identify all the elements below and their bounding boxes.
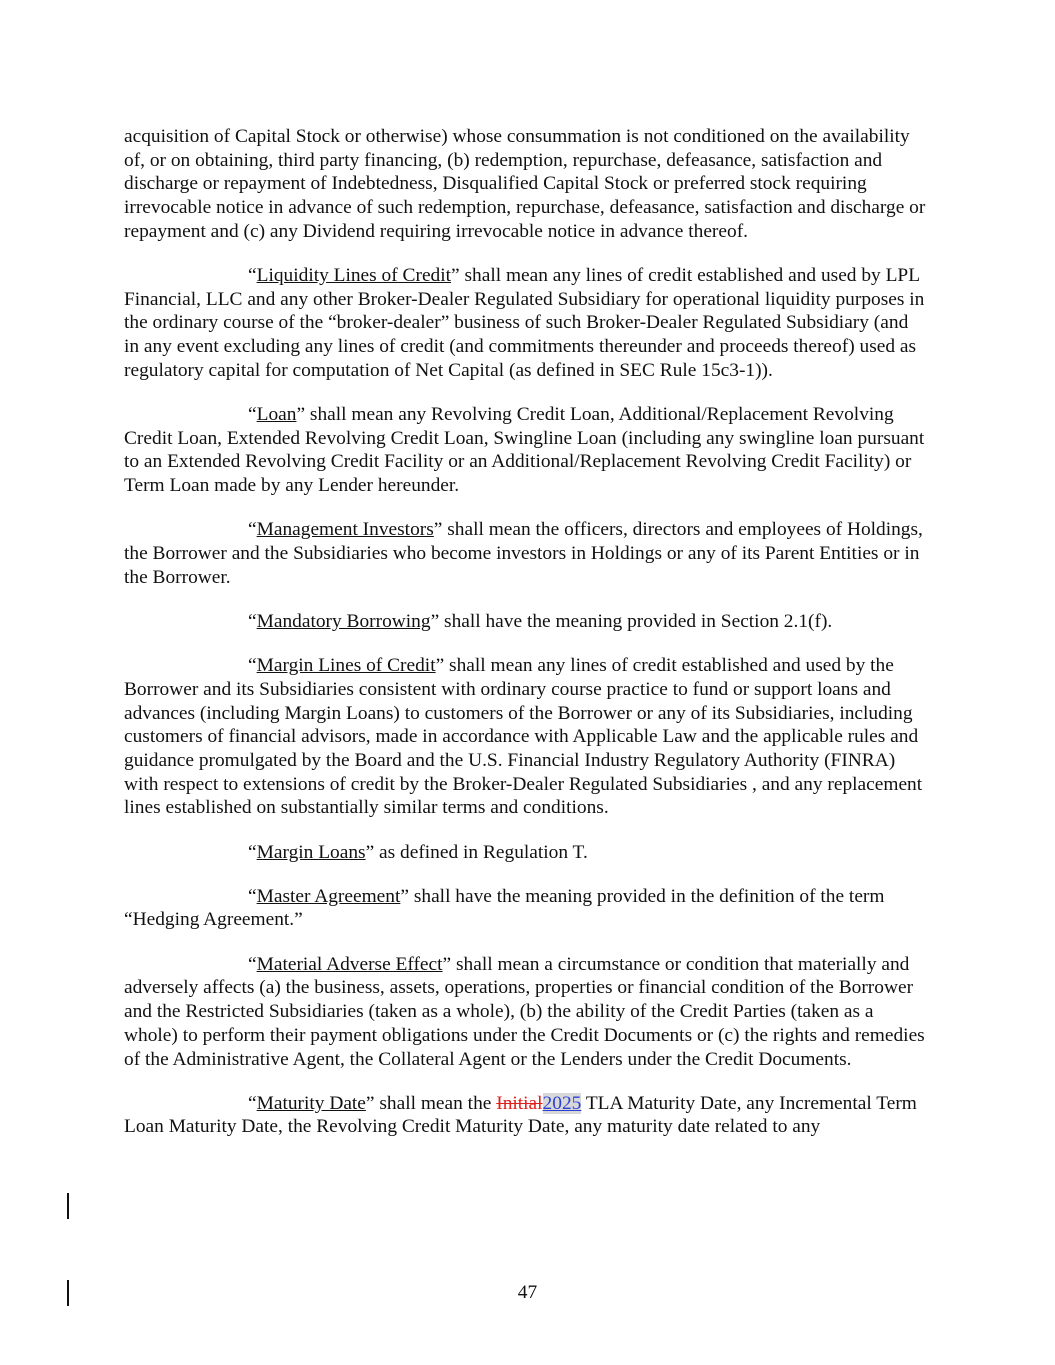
- defined-term: Material Adverse Effect: [256, 953, 443, 975]
- definition-margin-loans: “Margin Loans” as defined in Regulation T.: [248, 841, 588, 863]
- defined-term: Mandatory Borrowing: [256, 610, 431, 632]
- defined-term: Margin Lines of Credit: [256, 655, 436, 677]
- definition-margin-lines-of-credit: “Margin Lines of Credit” shall mean any lines of credit established and used by the Borrower and its Subsidiaries consistent with ordinary course practice to fund or support loans and advances (including Margin Loans) to customers of the Borrower or any of its Subsidiaries, including customers of financial advisors, made in accordance with Applicable Law and the applicable rules and guidance promulgated by the Board and the U.S. Financial Industry Regulatory Authority (FINRA) with respect to extensions of credit by the Broker-Dealer Regulated Subsidiaries , and any replacement lines established on substantially similar terms and conditions.: [124, 655, 923, 819]
- defined-term: Maturity Date: [256, 1092, 366, 1114]
- change-bar: [67, 1193, 69, 1219]
- defined-term: Loan: [256, 404, 297, 426]
- intro-paragraph: acquisition of Capital Stock or otherwise) whose consummation is not conditioned on the availability of, or on obtaining, third party financing, (b) redemption, repurchase, defeasance, satisfaction and discharge or repayment of Indebtedness, Disqualified Capital Stock or preferred stock requiring irrevocable notice in advance of such redemption, repurchase, defeasance, satisfaction and discharge or repayment and (c) any Dividend requiring irrevocable notice in advance thereof.: [124, 126, 926, 242]
- definition-liquidity-lines-of-credit: “Liquidity Lines of Credit” shall mean any lines of credit established and used by LPL Financial, LLC and any other Broker-Dealer Regulated Subsidiary for operational liquidity purposes in the ordinary course of the “broker-dealer” business of such Broker-Dealer Regulated Subsidiary (and in any event excluding any lines of credit (and commitments thereunder and proceeds thereof) used as regulatory capital for computation of Net Capital (as defined in SEC Rule 15c3-1)).: [124, 265, 925, 381]
- defined-term: Liquidity Lines of Credit: [256, 265, 452, 287]
- inserted-text: 2025: [542, 1092, 582, 1114]
- document-body: [124, 125, 926, 1160]
- defined-term: Master Agreement: [256, 885, 401, 907]
- definition-loan: “Loan” shall mean any Revolving Credit Loan, Additional/Replacement Revolving Credit Loan, Extended Revolving Credit Loan, Swingline Loan (including any swingline loan pursuant to an Extended Revolving Credit Facility or an Additional/Replacement Revolving Credit Facility) or Term Loan made by any Lender hereunder.: [124, 404, 925, 497]
- page-number: 47: [517, 1282, 538, 1303]
- definition-master-agreement: “Master Agreement” shall have the meaning provided in the definition of the term “Hedging Agreement.”: [124, 885, 885, 931]
- definition-material-adverse-effect: “Material Adverse Effect” shall mean a circumstance or condition that materially and adversely affects (a) the business, assets, operations, properties or financial condition of the Borrower and the Restricted Subsidiaries (taken as a whole), (b) the ability of the Credit Parties (taken as a whole) to perform their payment obligations under the Credit Documents or (c) the rights and remedies of the Administrative Agent, the Collateral Agent or the Lenders under the Credit Documents.: [124, 953, 925, 1070]
- defined-term: Margin Loans: [256, 841, 366, 863]
- deleted-text: Initial: [496, 1092, 543, 1114]
- definition-mandatory-borrowing: “Mandatory Borrowing” shall have the meaning provided in Section 2.1(f).: [248, 610, 833, 632]
- definition-maturity-date: “Maturity Date” shall mean the Initial2025 TLA Maturity Date, any Incremental Term Loan Maturity Date, the Revolving Credit Maturity Date, any maturity date related to any: [124, 1092, 917, 1138]
- definition-management-investors: “Management Investors” shall mean the officers, directors and employees of Holdings, the Borrower and the Subsidiaries who become investors in Holdings or any of its Parent Entities or in the Borrower.: [124, 519, 923, 588]
- defined-term: Management Investors: [256, 519, 434, 541]
